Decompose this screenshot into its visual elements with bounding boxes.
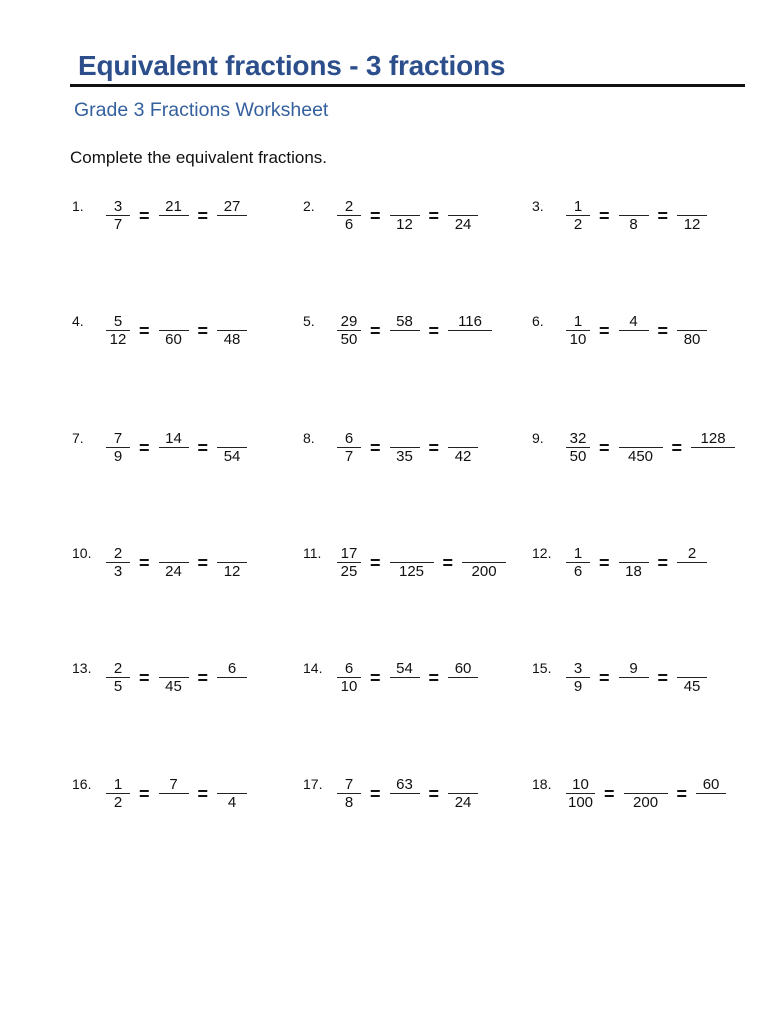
equals-sign: = [428, 320, 440, 341]
numerator: 2 [344, 198, 354, 215]
denominator: 42 [454, 448, 472, 466]
numerator-blank[interactable] [639, 430, 643, 447]
fraction [106, 545, 130, 580]
denominator: 24 [165, 563, 182, 581]
problem-number: 13. [72, 660, 92, 676]
problem-item [532, 660, 707, 695]
numerator: 7 [169, 776, 178, 793]
fraction-with-blank[interactable] [159, 198, 189, 233]
equals-sign: = [139, 783, 150, 804]
numerator: 116 [458, 313, 482, 330]
equals-sign: = [428, 437, 440, 458]
problem-number: 12. [532, 545, 552, 561]
numerator: 5 [113, 313, 123, 330]
numerator-blank[interactable] [632, 545, 636, 562]
equals-sign: = [139, 667, 150, 688]
problem-item [532, 430, 735, 465]
fraction [106, 776, 130, 811]
fraction-with-blank[interactable] [619, 430, 663, 465]
denominator: 2 [113, 794, 123, 812]
numerator-blank[interactable] [461, 776, 465, 793]
fraction-with-blank[interactable] [619, 313, 649, 348]
denominator: 450 [628, 448, 654, 466]
equals-sign: = [599, 205, 610, 226]
fraction-with-blank[interactable] [159, 313, 189, 348]
fraction-with-blank[interactable] [619, 660, 649, 695]
denominator: 7 [113, 216, 123, 234]
numerator: 27 [223, 198, 241, 215]
fraction [106, 430, 130, 465]
equals-sign: = [599, 437, 610, 458]
denominator-blank[interactable] [468, 331, 472, 348]
denominator: 24 [454, 794, 472, 812]
numerator: 21 [165, 198, 182, 215]
problem-number: 9. [532, 430, 544, 446]
problem-number: 10. [72, 545, 92, 561]
numerator-blank[interactable] [172, 660, 176, 677]
denominator-blank[interactable] [403, 331, 407, 348]
numerator: 10 [572, 776, 589, 793]
problem-item [303, 198, 478, 233]
fraction-with-blank[interactable] [619, 545, 649, 580]
denominator-blank[interactable] [172, 794, 176, 811]
equals-sign: = [442, 552, 454, 573]
problem-item [72, 430, 247, 465]
denominator: 12 [396, 216, 413, 234]
numerator: 3 [113, 198, 123, 215]
numerator-blank[interactable] [172, 313, 176, 330]
worksheet-subtitle: Grade 3 Fractions Worksheet [74, 99, 329, 121]
numerator: 1 [573, 545, 583, 562]
equals-sign: = [197, 437, 209, 458]
denominator-blank[interactable] [461, 678, 465, 695]
fraction-with-blank[interactable] [390, 198, 420, 233]
fraction [566, 545, 590, 580]
denominator: 9 [113, 448, 123, 466]
equals-sign: = [139, 205, 150, 226]
equals-sign: = [599, 667, 610, 688]
problem-number: 3. [532, 198, 544, 214]
fraction-with-blank[interactable] [217, 313, 247, 348]
denominator: 35 [396, 448, 413, 466]
denominator-blank[interactable] [709, 794, 713, 811]
equals-sign: = [197, 320, 209, 341]
denominator: 25 [340, 563, 358, 581]
problem-item [72, 313, 247, 348]
denominator: 125 [399, 563, 425, 581]
equals-sign: = [657, 552, 669, 573]
denominator: 60 [165, 331, 182, 349]
fraction-with-blank[interactable] [217, 430, 247, 465]
numerator: 4 [629, 313, 638, 330]
equals-sign: = [197, 205, 209, 226]
fraction-with-blank[interactable] [390, 545, 434, 580]
fraction-with-blank[interactable] [159, 776, 189, 811]
fraction [337, 430, 361, 465]
problem-item [303, 430, 478, 465]
equals-sign: = [676, 783, 688, 804]
equals-sign: = [428, 783, 440, 804]
denominator: 100 [568, 794, 594, 812]
problem-number: 11. [303, 545, 322, 561]
numerator: 58 [396, 313, 413, 330]
denominator-blank[interactable] [230, 216, 234, 233]
problem-number: 4. [72, 313, 84, 329]
numerator: 63 [396, 776, 413, 793]
denominator-blank[interactable] [711, 448, 715, 465]
equals-sign: = [139, 437, 150, 458]
denominator: 24 [454, 216, 472, 234]
fraction-with-blank[interactable] [217, 776, 247, 811]
numerator: 2 [113, 660, 123, 677]
numerator-blank[interactable] [410, 545, 414, 562]
denominator-blank[interactable] [172, 448, 176, 465]
problem-item [532, 545, 707, 580]
equals-sign: = [197, 552, 209, 573]
denominator: 54 [223, 448, 241, 466]
denominator: 5 [113, 678, 123, 696]
problem-item [72, 776, 247, 811]
numerator: 6 [344, 660, 354, 677]
equals-sign: = [657, 320, 669, 341]
fraction [337, 313, 361, 348]
equals-sign: = [599, 320, 610, 341]
denominator: 8 [344, 794, 354, 812]
problem-item [303, 776, 478, 811]
problem-item [532, 776, 726, 811]
problem-item [72, 198, 247, 233]
denominator: 4 [227, 794, 237, 812]
denominator: 50 [340, 331, 358, 349]
fraction [566, 776, 595, 811]
problem-number: 15. [532, 660, 552, 676]
fraction [106, 313, 130, 348]
numerator-blank[interactable] [461, 430, 465, 447]
fraction [106, 660, 130, 695]
fraction-with-blank[interactable] [448, 198, 478, 233]
numerator: 32 [569, 430, 587, 447]
numerator-blank[interactable] [172, 545, 176, 562]
denominator: 18 [625, 563, 642, 581]
numerator-blank[interactable] [690, 660, 694, 677]
equals-sign: = [370, 437, 381, 458]
denominator: 6 [573, 563, 583, 581]
equals-sign: = [671, 437, 683, 458]
numerator: 29 [340, 313, 358, 330]
instructions: Complete the equivalent fractions. [70, 148, 328, 167]
fraction [566, 313, 590, 348]
denominator: 200 [633, 794, 659, 812]
equals-sign: = [657, 667, 669, 688]
problem-item [72, 545, 247, 580]
equals-sign: = [139, 320, 150, 341]
fraction-with-blank[interactable] [390, 313, 420, 348]
denominator-blank[interactable] [690, 563, 694, 580]
problem-number: 1. [72, 198, 84, 214]
numerator: 1 [113, 776, 123, 793]
denominator: 80 [683, 331, 701, 349]
equals-sign: = [604, 783, 615, 804]
numerator: 3 [573, 660, 583, 677]
denominator-blank[interactable] [403, 794, 407, 811]
denominator: 10 [569, 331, 587, 349]
fraction-with-blank[interactable] [159, 660, 189, 695]
problem-item [532, 198, 707, 233]
fraction-with-blank[interactable] [390, 660, 420, 695]
numerator: 128 [700, 430, 726, 447]
problem-number: 18. [532, 776, 552, 792]
fraction-with-blank[interactable] [691, 430, 735, 465]
numerator: 54 [396, 660, 413, 677]
denominator: 12 [683, 216, 701, 234]
numerator: 60 [702, 776, 720, 793]
problem-item [72, 660, 247, 695]
denominator: 45 [165, 678, 182, 696]
denominator-blank[interactable] [230, 678, 234, 695]
fraction-with-blank[interactable] [619, 198, 649, 233]
equals-sign: = [599, 552, 610, 573]
fraction-with-blank[interactable] [217, 198, 247, 233]
equals-sign: = [428, 667, 440, 688]
problem-item [303, 660, 478, 695]
numerator-blank[interactable] [482, 545, 486, 562]
fraction-with-blank[interactable] [448, 776, 478, 811]
denominator-blank[interactable] [172, 216, 176, 233]
problem-number: 8. [303, 430, 315, 446]
denominator-blank[interactable] [403, 678, 407, 695]
equals-sign: = [370, 552, 381, 573]
problem-number: 6. [532, 313, 544, 329]
denominator: 12 [109, 331, 127, 349]
numerator: 1 [573, 198, 583, 215]
fraction-with-blank[interactable] [677, 313, 707, 348]
numerator-blank[interactable] [403, 430, 407, 447]
denominator: 12 [223, 563, 241, 581]
equals-sign: = [370, 320, 381, 341]
numerator-blank[interactable] [644, 776, 648, 793]
fraction-with-blank[interactable] [677, 198, 707, 233]
fraction [337, 198, 361, 233]
numerator-blank[interactable] [230, 430, 234, 447]
denominator: 9 [573, 678, 583, 696]
denominator: 45 [683, 678, 701, 696]
denominator-blank[interactable] [632, 678, 636, 695]
fraction [566, 198, 590, 233]
equals-sign: = [657, 205, 669, 226]
equals-sign: = [197, 783, 209, 804]
problem-item [532, 313, 707, 348]
numerator: 14 [165, 430, 182, 447]
fraction-with-blank[interactable] [462, 545, 506, 580]
equals-sign: = [370, 667, 381, 688]
denominator: 6 [344, 216, 354, 234]
fraction-with-blank[interactable] [677, 660, 707, 695]
fraction [337, 776, 361, 811]
denominator: 2 [573, 216, 583, 234]
numerator: 17 [340, 545, 358, 562]
problem-item [303, 313, 492, 348]
fraction-with-blank[interactable] [390, 430, 420, 465]
numerator-blank[interactable] [632, 198, 636, 215]
numerator: 2 [687, 545, 697, 562]
numerator-blank[interactable] [403, 198, 407, 215]
problem-item [303, 545, 506, 580]
fraction [566, 430, 590, 465]
numerator: 6 [344, 430, 354, 447]
problem-number: 7. [72, 430, 84, 446]
fraction-with-blank[interactable] [448, 660, 478, 695]
problem-number: 2. [303, 198, 315, 214]
equals-sign: = [428, 205, 440, 226]
equals-sign: = [370, 205, 381, 226]
fraction [106, 198, 130, 233]
denominator: 3 [113, 563, 123, 581]
numerator: 6 [227, 660, 237, 677]
numerator: 7 [113, 430, 123, 447]
numerator: 60 [454, 660, 472, 677]
problem-number: 16. [72, 776, 92, 792]
equals-sign: = [139, 552, 150, 573]
fraction-with-blank[interactable] [448, 430, 478, 465]
numerator-blank[interactable] [230, 776, 234, 793]
fraction-with-blank[interactable] [624, 776, 668, 811]
numerator: 9 [629, 660, 638, 677]
fraction-with-blank[interactable] [448, 313, 492, 348]
worksheet-title: Equivalent fractions - 3 fractions [78, 50, 506, 81]
numerator: 1 [573, 313, 583, 330]
fraction-with-blank[interactable] [677, 545, 707, 580]
numerator-blank[interactable] [230, 313, 234, 330]
denominator: 10 [340, 678, 358, 696]
problem-number: 17. [303, 776, 323, 792]
denominator: 7 [344, 448, 354, 466]
fraction-with-blank[interactable] [217, 545, 247, 580]
fraction-with-blank[interactable] [390, 776, 420, 811]
numerator-blank[interactable] [461, 198, 465, 215]
numerator-blank[interactable] [230, 545, 234, 562]
fraction [337, 545, 361, 580]
fraction-with-blank[interactable] [696, 776, 726, 811]
denominator: 8 [629, 216, 638, 234]
problem-number: 5. [303, 313, 315, 329]
fraction [566, 660, 590, 695]
denominator: 48 [223, 331, 241, 349]
numerator-blank[interactable] [690, 198, 694, 215]
equals-sign: = [370, 783, 381, 804]
numerator-blank[interactable] [690, 313, 694, 330]
problem-number: 14. [303, 660, 323, 676]
fraction [337, 660, 361, 695]
numerator: 2 [113, 545, 123, 562]
numerator: 7 [344, 776, 354, 793]
denominator: 200 [471, 563, 497, 581]
fraction-with-blank[interactable] [217, 660, 247, 695]
denominator-blank[interactable] [632, 331, 636, 348]
fraction-with-blank[interactable] [159, 545, 189, 580]
equals-sign: = [197, 667, 209, 688]
fraction-with-blank[interactable] [159, 430, 189, 465]
denominator: 50 [569, 448, 587, 466]
